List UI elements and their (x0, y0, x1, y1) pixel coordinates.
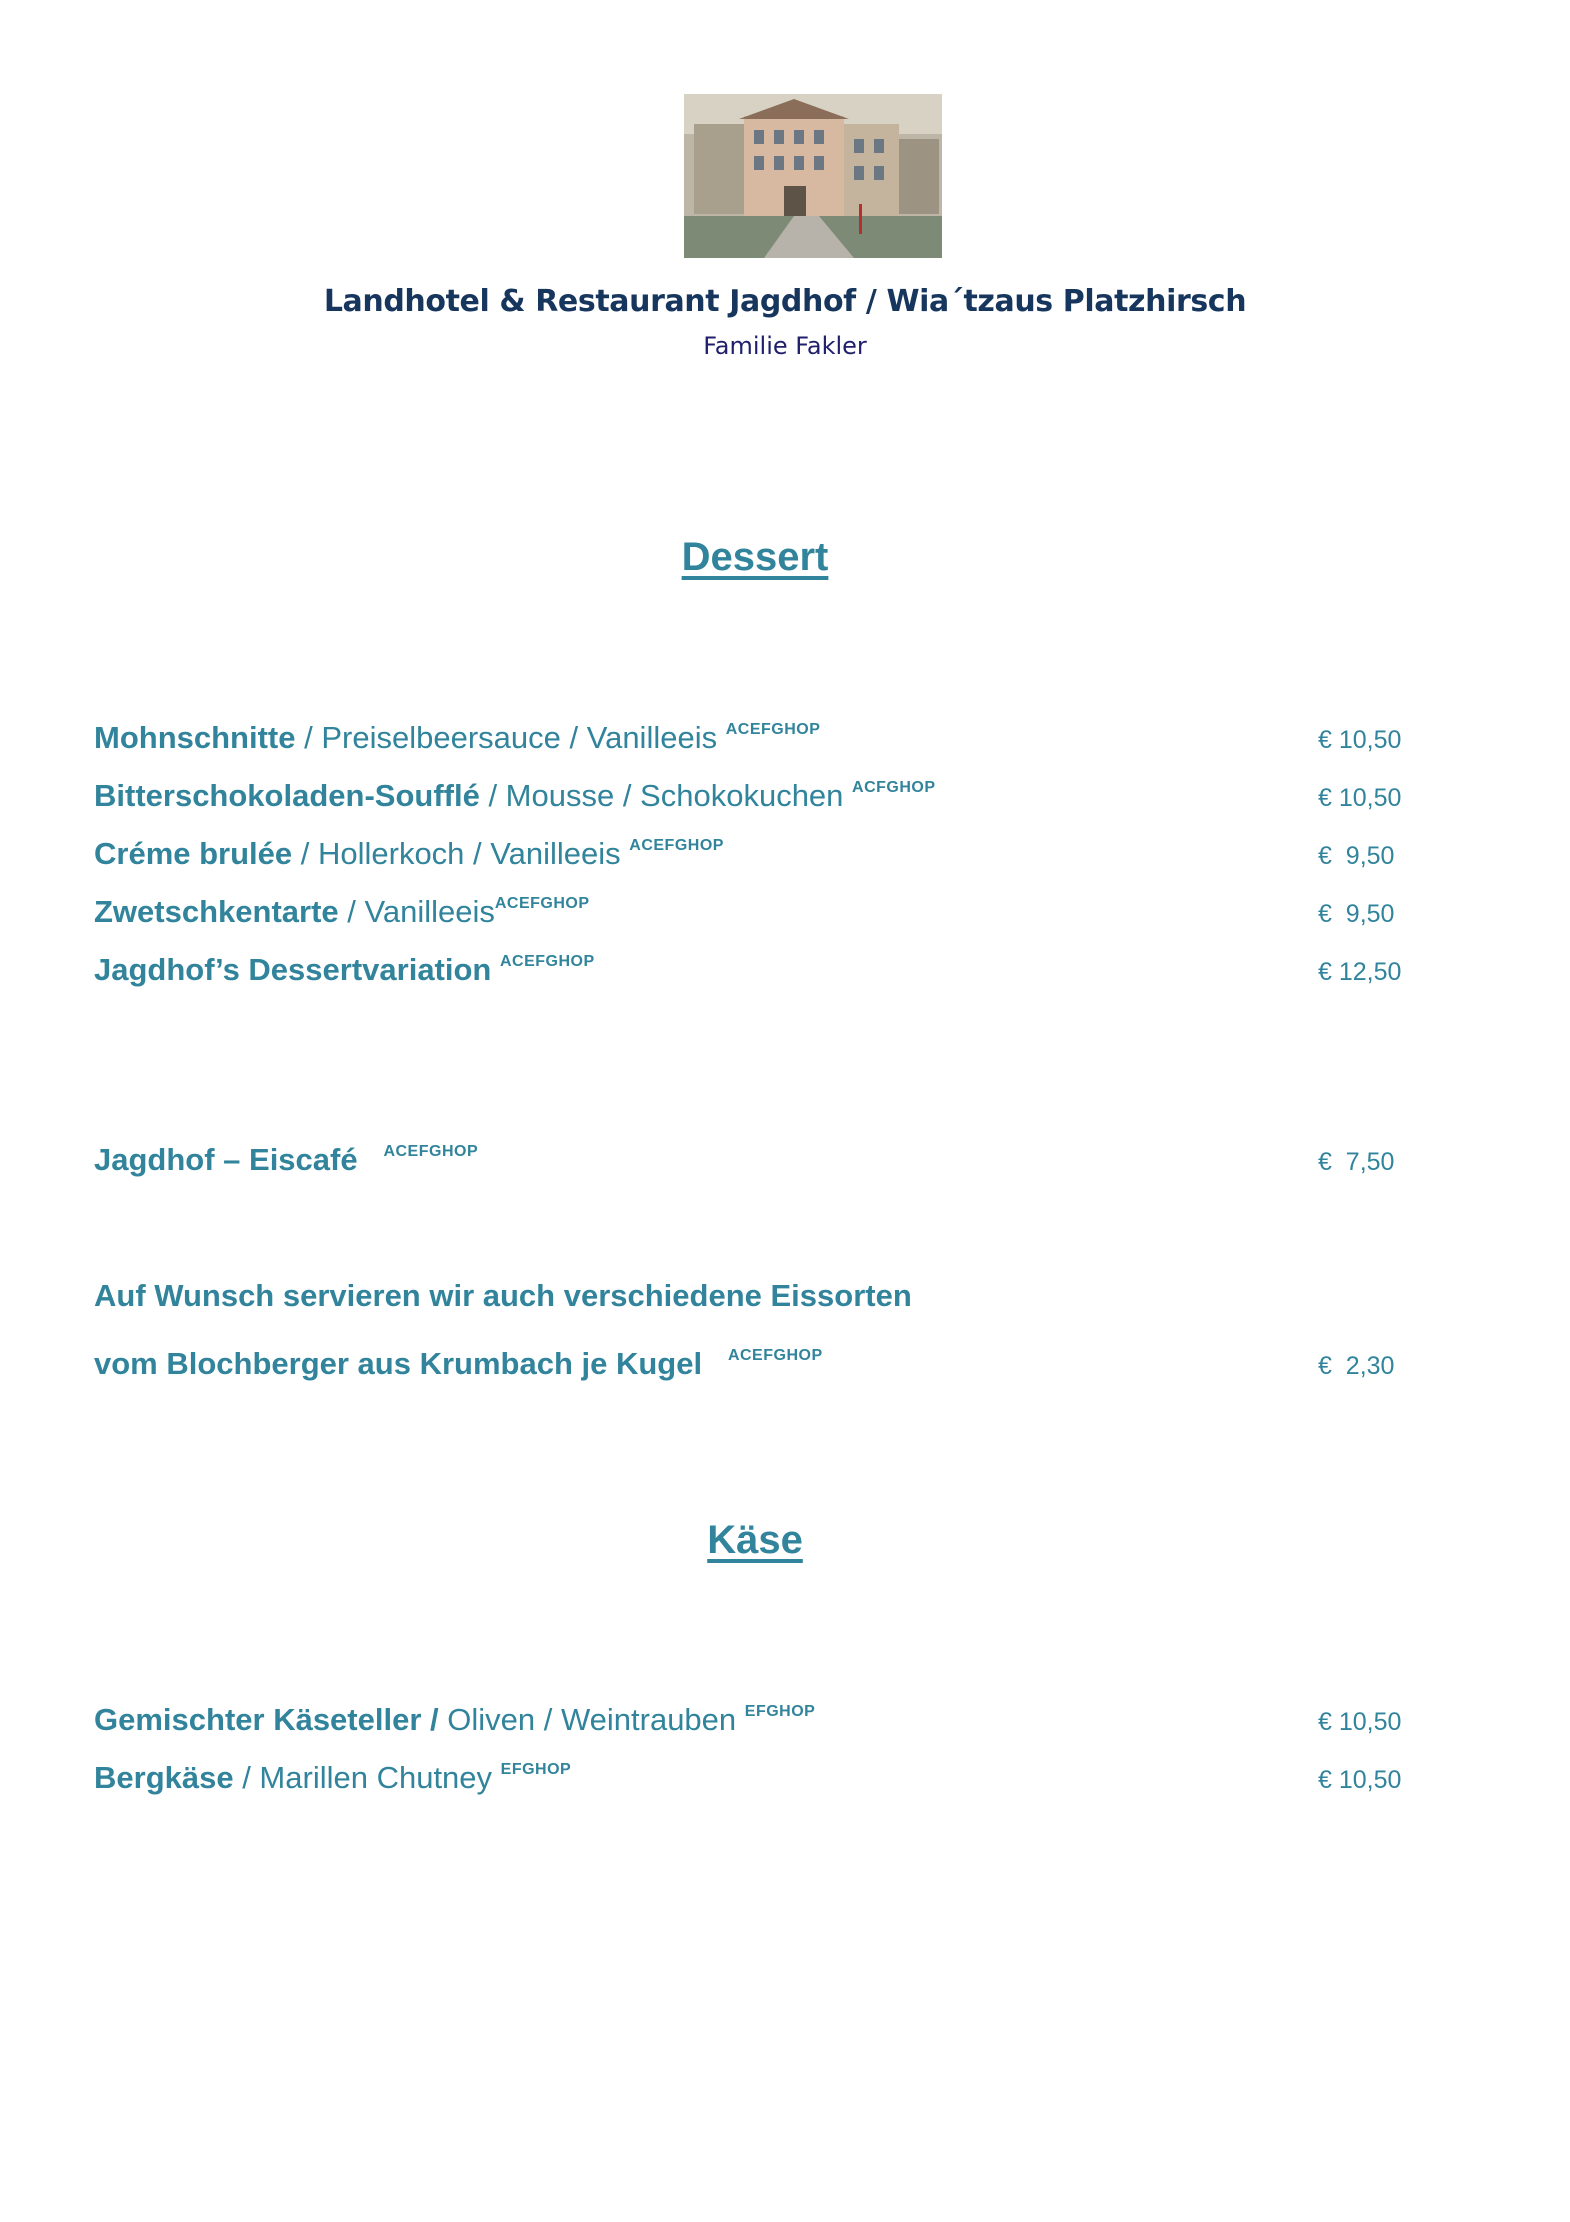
menu-item (94, 1346, 823, 1382)
allergen-codes: EFGHOP (500, 1761, 572, 1778)
menu-item (94, 952, 595, 988)
item-price: € 9,50 (1318, 900, 1395, 928)
item-description: / Marillen Chutney (233, 1760, 501, 1795)
item-price: € 9,50 (1318, 842, 1395, 870)
item-description: / Preiselbeersauce / Vanilleeis (295, 720, 726, 755)
menu-item (94, 894, 590, 930)
item-price: € 10,50 (1318, 1766, 1402, 1794)
item-price: € 2,30 (1318, 1352, 1395, 1380)
hotel-name: Landhotel & Restaurant Jagdhof / Wia´tzaus Platzhirsch (323, 284, 1247, 319)
item-description (702, 1346, 728, 1381)
section-title-dessert: Dessert (681, 535, 829, 579)
item-price: € 10,50 (1318, 1708, 1402, 1736)
menu-note (94, 1278, 912, 1314)
item-price: € 10,50 (1318, 784, 1402, 812)
item-name: Jagdhof – Eiscafé (94, 1142, 358, 1177)
item-description (358, 1142, 384, 1177)
allergen-codes: ACEFGHOP (500, 953, 595, 970)
allergen-codes: ACFGHOP (852, 779, 936, 796)
item-description (491, 952, 500, 987)
menu-item (94, 778, 936, 814)
item-description: Oliven / Weintrauben (438, 1702, 745, 1737)
menu-item (94, 836, 724, 872)
item-description: / Vanilleeis (338, 894, 495, 929)
menu-item (94, 720, 820, 756)
item-name: Bitterschokoladen-Soufflé (94, 778, 480, 813)
item-price: € 7,50 (1318, 1148, 1395, 1176)
item-description: / Mousse / Schokokuchen (479, 778, 853, 813)
allergen-codes: ACEFGHOP (383, 1143, 479, 1160)
menu-item (94, 1702, 815, 1738)
menu-item (94, 1760, 571, 1796)
item-name: Jagdhof’s Dessertvariation (94, 952, 492, 987)
note-text: Auf Wunsch servieren wir auch verschiedene Eissorten (94, 1278, 912, 1313)
allergen-codes: EFGHOP (744, 1703, 816, 1720)
hotel-photo (684, 94, 942, 258)
item-name: Mohnschnitte (94, 720, 296, 755)
item-name: vom Blochberger aus Krumbach je Kugel (94, 1346, 703, 1381)
allergen-codes: ACEFGHOP (494, 895, 590, 912)
item-name: Zwetschkentarte (94, 894, 339, 929)
item-description: / Hollerkoch / Vanilleeis (292, 836, 630, 871)
allergen-codes: ACEFGHOP (727, 1347, 823, 1364)
menu-item (94, 1142, 478, 1178)
family-name: Familie Fakler (703, 332, 867, 360)
item-price: € 10,50 (1318, 726, 1402, 754)
allergen-codes: ACEFGHOP (725, 721, 821, 738)
item-name: Gemischter Käseteller / (94, 1702, 439, 1737)
allergen-codes: ACEFGHOP (629, 837, 724, 854)
section-title-kaese: Käse (707, 1518, 803, 1562)
item-price: € 12,50 (1318, 958, 1402, 986)
item-name: Créme brulée (94, 836, 293, 871)
item-name: Bergkäse (94, 1760, 234, 1795)
